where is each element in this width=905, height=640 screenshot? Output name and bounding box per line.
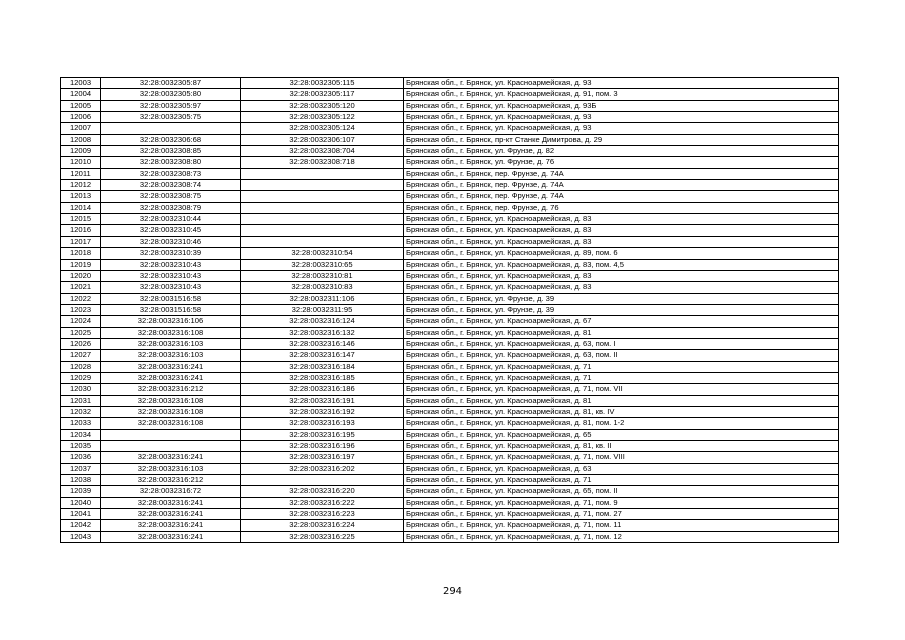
table-row xyxy=(61,316,839,327)
record-number-cell: 12010 xyxy=(61,157,101,168)
address-cell: Брянская обл., г. Брянск, ул. Красноармейская, д. 83 xyxy=(404,270,839,281)
parcel-number-cell: 32:28:0031516:58 xyxy=(101,304,241,315)
address-cell: Брянская обл., г. Брянск, ул. Красноармейская, д. 71 xyxy=(404,361,839,372)
parcel-number-cell: 32:28:0032316:108 xyxy=(101,395,241,406)
object-number-cell: 32:28:0032305:122 xyxy=(241,112,404,123)
parcel-number-cell: 32:28:0032316:241 xyxy=(101,372,241,383)
object-number-cell: 32:28:0032316:196 xyxy=(241,441,404,452)
address-cell: Брянская обл., г. Брянск, ул. Красноармейская, д. 83, пом. 4,5 xyxy=(404,259,839,270)
record-number-cell: 12030 xyxy=(61,384,101,395)
object-number-cell xyxy=(241,191,404,202)
table-row xyxy=(61,520,839,531)
table-row xyxy=(61,486,839,497)
table-row xyxy=(61,146,839,157)
address-cell: Брянская обл., г. Брянск, ул. Красноармейская, д. 71, пом. 12 xyxy=(404,531,839,542)
parcel-number-cell: 32:28:0032316:103 xyxy=(101,463,241,474)
parcel-number-cell xyxy=(101,429,241,440)
object-number-cell xyxy=(241,168,404,179)
object-number-cell xyxy=(241,202,404,213)
table-row xyxy=(61,441,839,452)
record-number-cell: 12003 xyxy=(61,78,101,89)
object-number-cell: 32:28:0032310:83 xyxy=(241,282,404,293)
record-number-cell: 12008 xyxy=(61,134,101,145)
parcel-number-cell: 32:28:0032305:97 xyxy=(101,100,241,111)
parcel-number-cell: 32:28:0032306:68 xyxy=(101,134,241,145)
parcel-number-cell: 32:28:0032310:43 xyxy=(101,282,241,293)
table-row xyxy=(61,293,839,304)
table-row xyxy=(61,406,839,417)
address-cell: Брянская обл., г. Брянск, ул. Красноармейская, д. 63, пом. I xyxy=(404,338,839,349)
address-cell: Брянская обл., г. Брянск, пер. Фрунзе, д. 74А xyxy=(404,191,839,202)
parcel-number-cell: 32:28:0032316:241 xyxy=(101,497,241,508)
record-number-cell: 12041 xyxy=(61,509,101,520)
record-number-cell: 12028 xyxy=(61,361,101,372)
address-cell: Брянская обл., г. Брянск, ул. Красноармейская, д. 93 xyxy=(404,123,839,134)
object-number-cell: 32:28:0032316:193 xyxy=(241,418,404,429)
record-number-cell: 12016 xyxy=(61,225,101,236)
address-cell: Брянская обл., г. Брянск, ул. Красноармейская, д. 93Б xyxy=(404,100,839,111)
address-cell: Брянская обл., г. Брянск, ул. Красноармейская, д. 67 xyxy=(404,316,839,327)
table-row xyxy=(61,191,839,202)
parcel-number-cell: 32:28:0032316:241 xyxy=(101,361,241,372)
record-number-cell: 12022 xyxy=(61,293,101,304)
record-number-cell: 12033 xyxy=(61,418,101,429)
parcel-number-cell: 32:28:0032308:79 xyxy=(101,202,241,213)
object-number-cell: 32:28:0032306:107 xyxy=(241,134,404,145)
record-number-cell: 12026 xyxy=(61,338,101,349)
table-row xyxy=(61,180,839,191)
record-number-cell: 12029 xyxy=(61,372,101,383)
address-cell: Брянская обл., г. Брянск, ул. Красноармейская, д. 71, пом. 27 xyxy=(404,509,839,520)
table-row xyxy=(61,236,839,247)
record-number-cell: 12038 xyxy=(61,475,101,486)
object-number-cell: 32:28:0032316:132 xyxy=(241,327,404,338)
object-number-cell: 32:28:0032308:704 xyxy=(241,146,404,157)
address-cell: Брянская обл., г. Брянск, ул. Красноармейская, д. 71 xyxy=(404,372,839,383)
table-row xyxy=(61,372,839,383)
address-cell: Брянская обл., г. Брянск, ул. Красноармейская, д. 83 xyxy=(404,282,839,293)
record-number-cell: 12006 xyxy=(61,112,101,123)
table-row xyxy=(61,100,839,111)
parcel-number-cell: 32:28:0032316:212 xyxy=(101,475,241,486)
record-number-cell: 12034 xyxy=(61,429,101,440)
record-number-cell: 12018 xyxy=(61,248,101,259)
address-cell: Брянская обл., г. Брянск, ул. Фрунзе, д. 39 xyxy=(404,304,839,315)
record-number-cell: 12007 xyxy=(61,123,101,134)
object-number-cell: 32:28:0032311:95 xyxy=(241,304,404,315)
record-number-cell: 12036 xyxy=(61,452,101,463)
object-number-cell: 32:28:0032305:120 xyxy=(241,100,404,111)
table-row xyxy=(61,248,839,259)
object-number-cell: 32:28:0032305:124 xyxy=(241,123,404,134)
address-cell: Брянская обл., г. Брянск, ул. Красноармейская, д. 71, пом. VII xyxy=(404,384,839,395)
address-cell: Брянская обл., г. Брянск, ул. Красноармейская, д. 81, кв. IV xyxy=(404,406,839,417)
table-row xyxy=(61,509,839,520)
address-cell: Брянская обл., г. Брянск, ул. Фрунзе, д. 76 xyxy=(404,157,839,168)
object-number-cell: 32:28:0032310:65 xyxy=(241,259,404,270)
address-cell: Брянская обл., г. Брянск, ул. Красноармейская, д. 91, пом. 3 xyxy=(404,89,839,100)
table-row xyxy=(61,531,839,542)
table-row xyxy=(61,384,839,395)
object-number-cell: 32:28:0032305:117 xyxy=(241,89,404,100)
parcel-number-cell: 32:28:0032310:46 xyxy=(101,236,241,247)
record-number-cell: 12039 xyxy=(61,486,101,497)
address-cell: Брянская обл., г. Брянск, ул. Фрунзе, д. 39 xyxy=(404,293,839,304)
parcel-number-cell: 32:28:0032308:74 xyxy=(101,180,241,191)
parcel-number-cell: 32:28:0032316:241 xyxy=(101,509,241,520)
table-row xyxy=(61,112,839,123)
parcel-number-cell: 32:28:0032316:241 xyxy=(101,520,241,531)
address-cell: Брянская обл., г. Брянск, ул. Красноармейская, д. 81, пом. 1-2 xyxy=(404,418,839,429)
object-number-cell xyxy=(241,236,404,247)
table-row xyxy=(61,395,839,406)
record-number-cell: 12037 xyxy=(61,463,101,474)
object-number-cell: 32:28:0032305:115 xyxy=(241,78,404,89)
table-row xyxy=(61,452,839,463)
table-row xyxy=(61,418,839,429)
parcel-number-cell: 32:28:0032308:73 xyxy=(101,168,241,179)
record-number-cell: 12021 xyxy=(61,282,101,293)
record-number-cell: 12009 xyxy=(61,146,101,157)
parcel-number-cell: 32:28:0032310:44 xyxy=(101,214,241,225)
table-row xyxy=(61,168,839,179)
object-number-cell: 32:28:0032316:192 xyxy=(241,406,404,417)
table-row xyxy=(61,338,839,349)
parcel-number-cell: 32:28:0032310:39 xyxy=(101,248,241,259)
record-number-cell: 12019 xyxy=(61,259,101,270)
record-number-cell: 12025 xyxy=(61,327,101,338)
table-row xyxy=(61,361,839,372)
record-number-cell: 12017 xyxy=(61,236,101,247)
table-row xyxy=(61,350,839,361)
address-cell: Брянская обл., г. Брянск, ул. Красноармейская, д. 81, кв. II xyxy=(404,441,839,452)
table-row xyxy=(61,225,839,236)
record-number-cell: 12015 xyxy=(61,214,101,225)
object-number-cell: 32:28:0032316:185 xyxy=(241,372,404,383)
parcel-number-cell: 32:28:0032310:43 xyxy=(101,270,241,281)
table-row xyxy=(61,463,839,474)
record-number-cell: 12027 xyxy=(61,350,101,361)
object-number-cell: 32:28:0032316:225 xyxy=(241,531,404,542)
record-number-cell: 12031 xyxy=(61,395,101,406)
record-number-cell: 12023 xyxy=(61,304,101,315)
table-row xyxy=(61,475,839,486)
address-cell: Брянская обл., г. Брянск, пер. Фрунзе, д. 74А xyxy=(404,180,839,191)
record-number-cell: 12042 xyxy=(61,520,101,531)
parcel-number-cell: 32:28:0032316:103 xyxy=(101,338,241,349)
parcel-number-cell: 32:28:0032316:108 xyxy=(101,327,241,338)
object-number-cell: 32:28:0032316:184 xyxy=(241,361,404,372)
object-number-cell: 32:28:0032310:54 xyxy=(241,248,404,259)
address-cell: Брянская обл., г. Брянск, ул. Красноармейская, д. 83 xyxy=(404,236,839,247)
table-row xyxy=(61,202,839,213)
parcel-number-cell: 32:28:0032305:87 xyxy=(101,78,241,89)
table-row xyxy=(61,282,839,293)
address-cell: Брянская обл., г. Брянск, ул. Красноармейская, д. 83 xyxy=(404,225,839,236)
address-cell: Брянская обл., г. Брянск, пер. Фрунзе, д. 74А xyxy=(404,168,839,179)
address-cell: Брянская обл., г. Брянск, ул. Фрунзе, д. 82 xyxy=(404,146,839,157)
table-row xyxy=(61,134,839,145)
object-number-cell: 32:28:0032316:223 xyxy=(241,509,404,520)
object-number-cell: 32:28:0032316:195 xyxy=(241,429,404,440)
address-cell: Брянская обл., г. Брянск, пер. Фрунзе, д. 76 xyxy=(404,202,839,213)
record-number-cell: 12020 xyxy=(61,270,101,281)
table-row xyxy=(61,157,839,168)
table-row xyxy=(61,270,839,281)
parcel-number-cell: 32:28:0032305:80 xyxy=(101,89,241,100)
object-number-cell: 32:28:0032316:220 xyxy=(241,486,404,497)
register-table xyxy=(60,77,839,543)
record-number-cell: 12011 xyxy=(61,168,101,179)
object-number-cell xyxy=(241,475,404,486)
address-cell: Брянская обл., г. Брянск, пр-кт Станке Димитрова, д. 29 xyxy=(404,134,839,145)
parcel-number-cell: 32:28:0032308:75 xyxy=(101,191,241,202)
parcel-number-cell: 32:28:0032316:212 xyxy=(101,384,241,395)
parcel-number-cell xyxy=(101,123,241,134)
address-cell: Брянская обл., г. Брянск, ул. Красноармейская, д. 83 xyxy=(404,214,839,225)
table-row xyxy=(61,327,839,338)
address-cell: Брянская обл., г. Брянск, ул. Красноармейская, д. 63, пом. II xyxy=(404,350,839,361)
object-number-cell: 32:28:0032316:222 xyxy=(241,497,404,508)
parcel-number-cell: 32:28:0032316:103 xyxy=(101,350,241,361)
parcel-number-cell: 32:28:0032310:43 xyxy=(101,259,241,270)
table-row xyxy=(61,214,839,225)
parcel-number-cell: 32:28:0032316:241 xyxy=(101,531,241,542)
parcel-number-cell: 32:28:0032316:72 xyxy=(101,486,241,497)
address-cell: Брянская обл., г. Брянск, ул. Красноармейская, д. 65 xyxy=(404,429,839,440)
page-number: 294 xyxy=(442,586,463,597)
parcel-number-cell: 32:28:0032316:108 xyxy=(101,406,241,417)
table-row xyxy=(61,78,839,89)
parcel-number-cell: 32:28:0032310:45 xyxy=(101,225,241,236)
object-number-cell: 32:28:0032316:186 xyxy=(241,384,404,395)
record-number-cell: 12005 xyxy=(61,100,101,111)
address-cell: Брянская обл., г. Брянск, ул. Красноармейская, д. 71, пом. 11 xyxy=(404,520,839,531)
parcel-number-cell: 32:28:0032316:108 xyxy=(101,418,241,429)
record-number-cell: 12043 xyxy=(61,531,101,542)
record-number-cell: 12013 xyxy=(61,191,101,202)
object-number-cell: 32:28:0032316:202 xyxy=(241,463,404,474)
object-number-cell xyxy=(241,225,404,236)
object-number-cell: 32:28:0032316:147 xyxy=(241,350,404,361)
table-row xyxy=(61,123,839,134)
address-cell: Брянская обл., г. Брянск, ул. Красноармейская, д. 71, пом. VIII xyxy=(404,452,839,463)
address-cell: Брянская обл., г. Брянск, ул. Красноармейская, д. 65, пом. II xyxy=(404,486,839,497)
record-number-cell: 12024 xyxy=(61,316,101,327)
record-number-cell: 12040 xyxy=(61,497,101,508)
address-cell: Брянская обл., г. Брянск, ул. Красноармейская, д. 81 xyxy=(404,327,839,338)
record-number-cell: 12012 xyxy=(61,180,101,191)
table-row xyxy=(61,497,839,508)
address-cell: Брянская обл., г. Брянск, ул. Красноармейская, д. 81 xyxy=(404,395,839,406)
object-number-cell: 32:28:0032316:146 xyxy=(241,338,404,349)
object-number-cell: 32:28:0032310:81 xyxy=(241,270,404,281)
object-number-cell: 32:28:0032316:224 xyxy=(241,520,404,531)
address-cell: Брянская обл., г. Брянск, ул. Красноармейская, д. 71 xyxy=(404,475,839,486)
object-number-cell: 32:28:0032316:124 xyxy=(241,316,404,327)
object-number-cell: 32:28:0032316:197 xyxy=(241,452,404,463)
parcel-number-cell: 32:28:0032308:80 xyxy=(101,157,241,168)
address-cell: Брянская обл., г. Брянск, ул. Красноармейская, д. 93 xyxy=(404,78,839,89)
record-number-cell: 12035 xyxy=(61,441,101,452)
parcel-number-cell: 32:28:0032305:75 xyxy=(101,112,241,123)
parcel-number-cell: 32:28:0031516:58 xyxy=(101,293,241,304)
table-row xyxy=(61,89,839,100)
record-number-cell: 12014 xyxy=(61,202,101,213)
record-number-cell: 12032 xyxy=(61,406,101,417)
object-number-cell xyxy=(241,180,404,191)
parcel-number-cell xyxy=(101,441,241,452)
table-row xyxy=(61,259,839,270)
parcel-number-cell: 32:28:0032308:85 xyxy=(101,146,241,157)
address-cell: Брянская обл., г. Брянск, ул. Красноармейская, д. 71, пом. 9 xyxy=(404,497,839,508)
table-row xyxy=(61,429,839,440)
address-cell: Брянская обл., г. Брянск, ул. Красноармейская, д. 63 xyxy=(404,463,839,474)
address-cell: Брянская обл., г. Брянск, ул. Красноармейская, д. 93 xyxy=(404,112,839,123)
parcel-number-cell: 32:28:0032316:241 xyxy=(101,452,241,463)
address-cell: Брянская обл., г. Брянск, ул. Красноармейская, д. 89, пом. 6 xyxy=(404,248,839,259)
record-number-cell: 12004 xyxy=(61,89,101,100)
object-number-cell xyxy=(241,214,404,225)
parcel-number-cell: 32:28:0032316:106 xyxy=(101,316,241,327)
table-row xyxy=(61,304,839,315)
register-table-body xyxy=(61,78,839,543)
object-number-cell: 32:28:0032311:106 xyxy=(241,293,404,304)
object-number-cell: 32:28:0032316:191 xyxy=(241,395,404,406)
object-number-cell: 32:28:0032308:718 xyxy=(241,157,404,168)
